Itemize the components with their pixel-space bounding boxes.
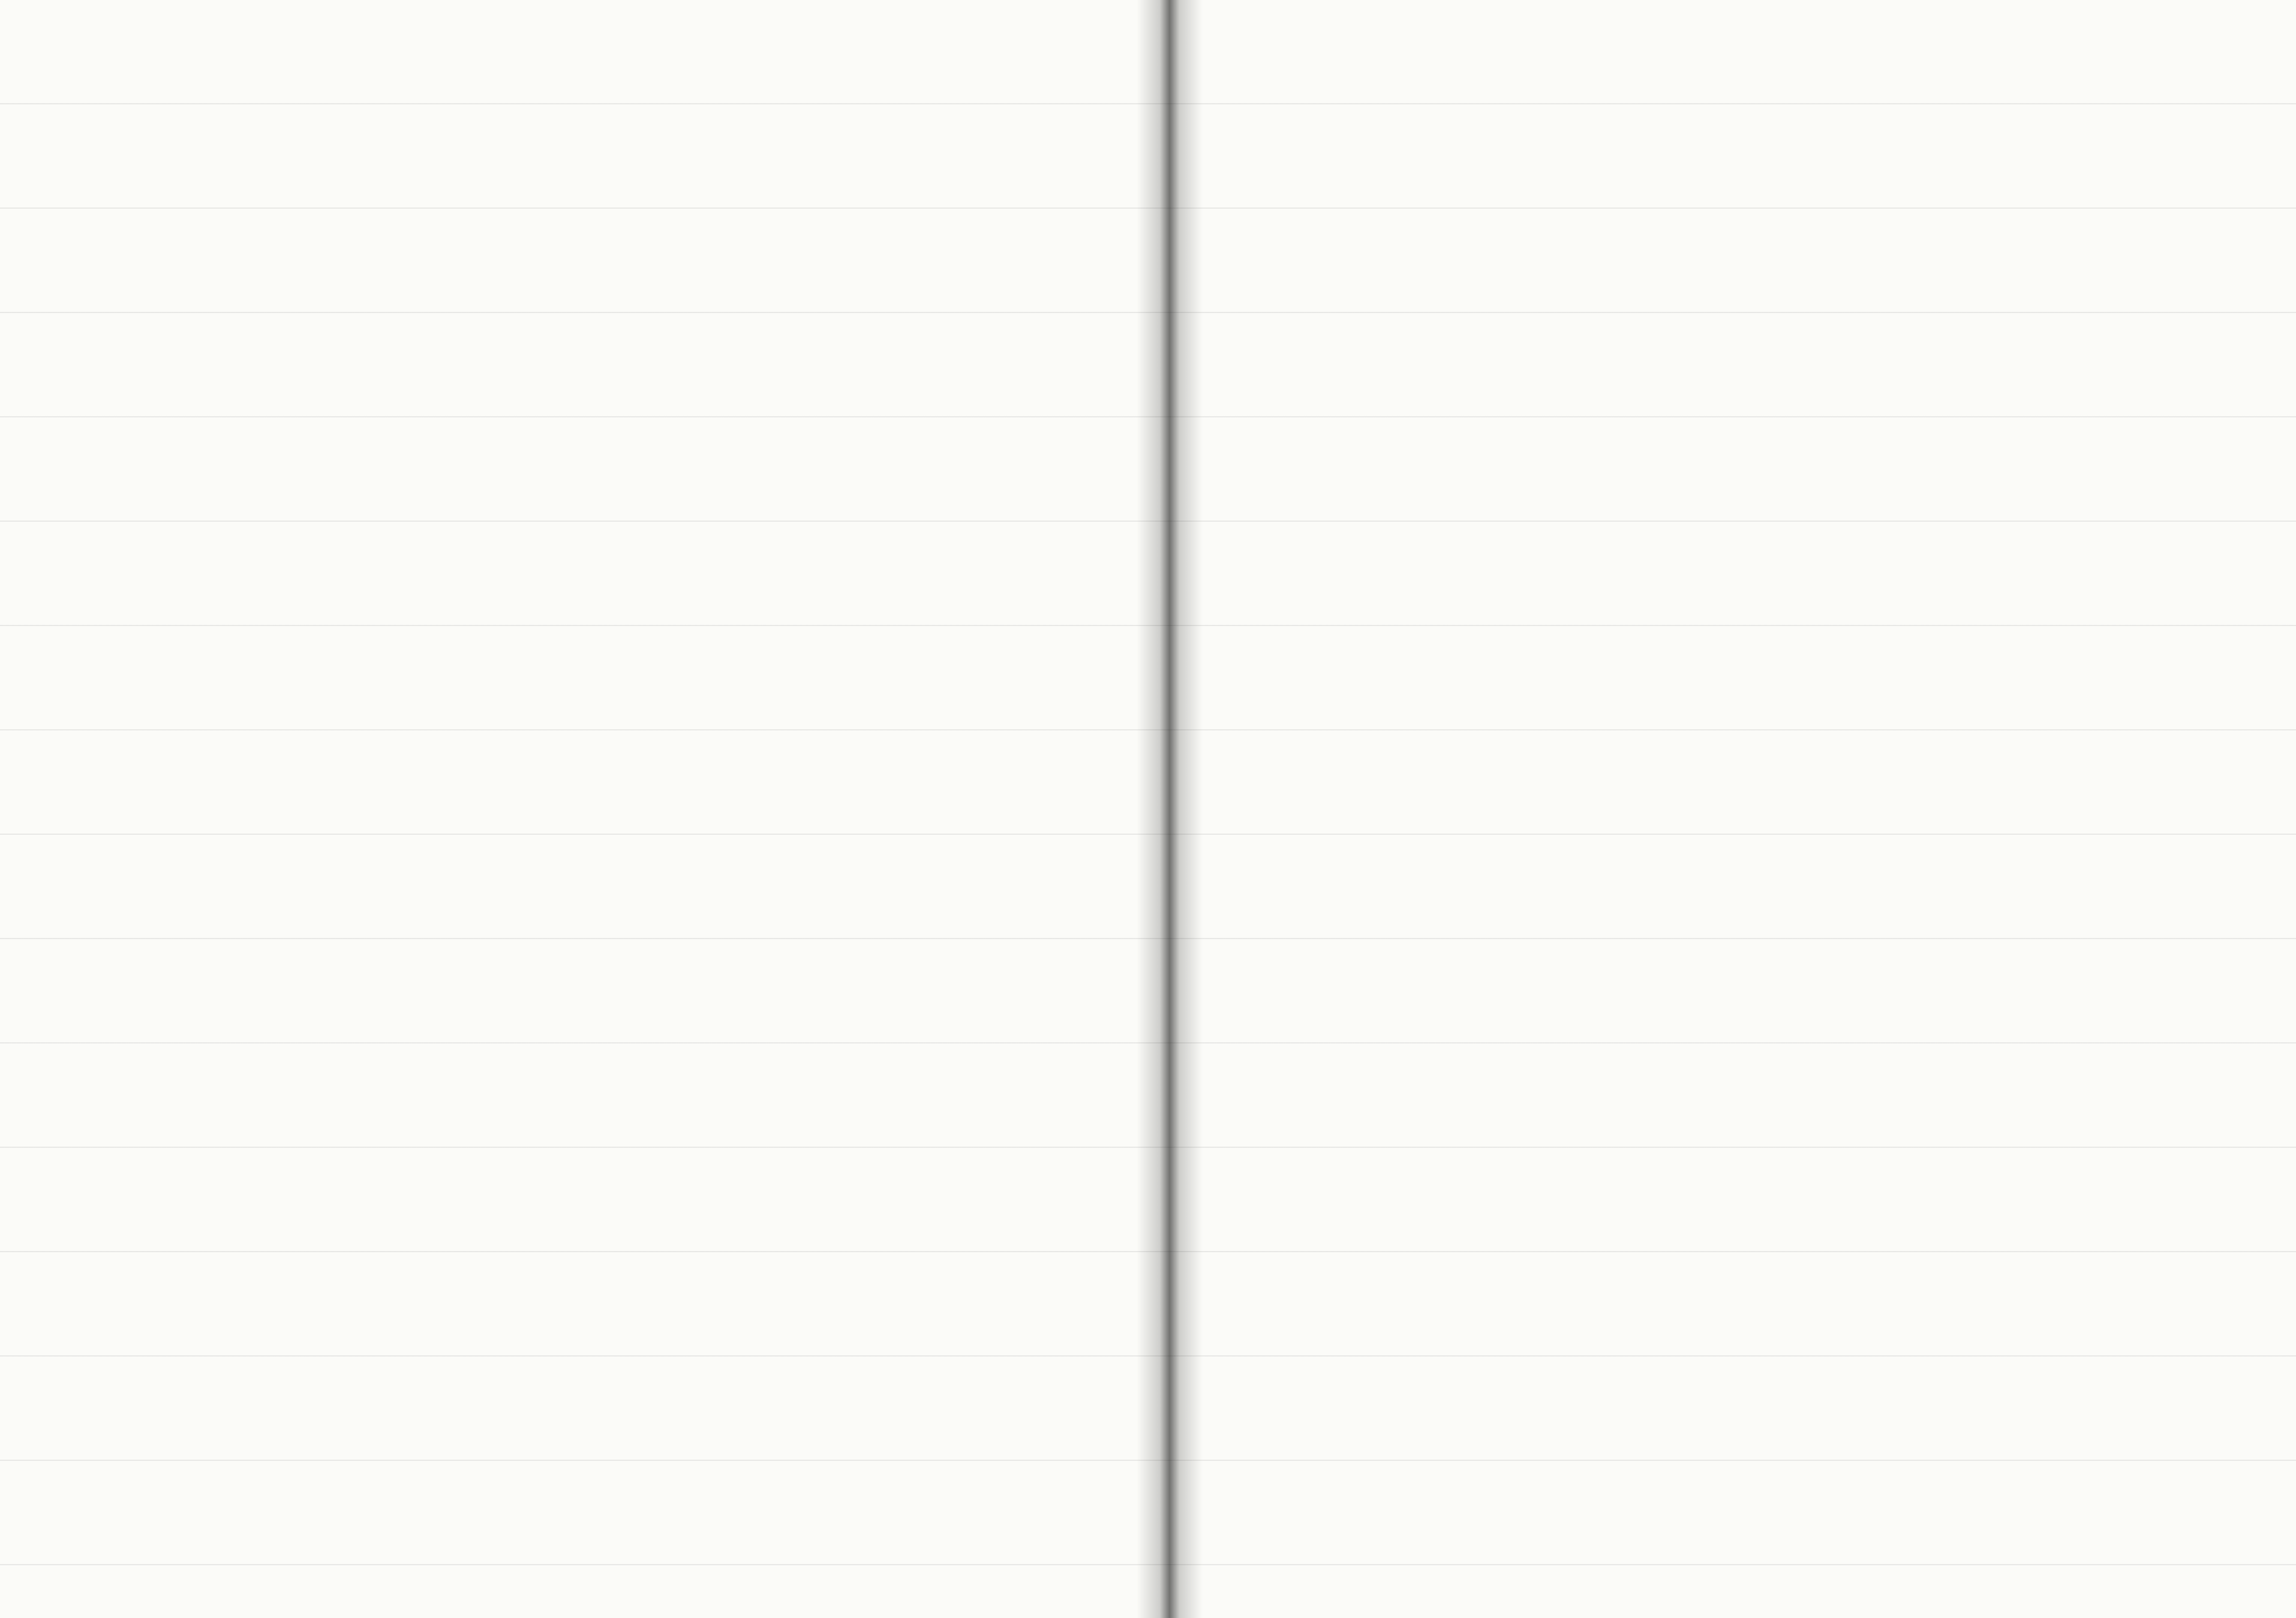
left-page [0, 0, 1140, 1618]
binding-gutter [1137, 0, 1203, 1618]
right-page [1194, 0, 2296, 1618]
